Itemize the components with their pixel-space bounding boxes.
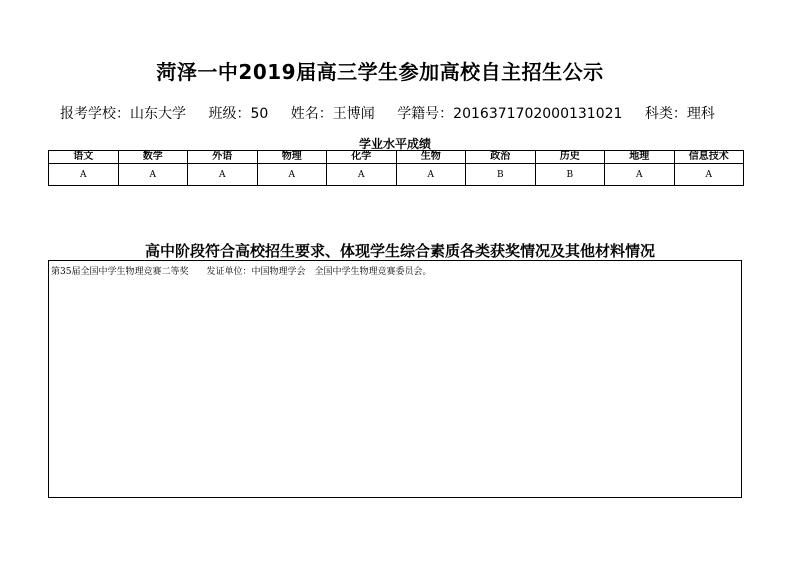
grades-header-row (49, 151, 744, 164)
page-title: 菏泽一中2019届高三学生参加高校自主招生公示 (156, 60, 604, 84)
grades-table (48, 150, 744, 186)
subject-header: 化学 (327, 151, 397, 164)
subject-header: 地理 (605, 151, 675, 164)
subject-header: 外语 (188, 151, 258, 164)
subject-header: 生物 (396, 151, 466, 164)
awards-box (48, 260, 742, 498)
score-cell: A (396, 164, 466, 186)
grades-score-row (49, 164, 744, 186)
score-cell: A (257, 164, 327, 186)
subject-header: 数学 (118, 151, 188, 164)
score-cell: A (188, 164, 258, 186)
grades-heading: 学业水平成绩 (358, 137, 431, 151)
award-name: 第35届全国中学生物理竞赛二等奖 (51, 267, 189, 277)
student-info (60, 103, 715, 123)
school-field: 报考学校：山东大学 (60, 106, 186, 122)
awards-heading: 高中阶段符合高校招生要求、体现学生综合素质各类获奖情况及其他材料情况 (144, 242, 655, 260)
track-field: 科类：理科 (644, 106, 715, 122)
name-field: 姓名：王博闻 (290, 106, 375, 122)
student-id-field: 学籍号：2016371702000131021 (397, 106, 623, 122)
score-cell: A (49, 164, 119, 186)
score-cell: A (605, 164, 675, 186)
award-issuer: 发证单位：中国物理学会 全国中学生物理竞赛委员会。 (206, 267, 432, 277)
subject-header: 历史 (535, 151, 605, 164)
class-field: 班级：50 (208, 106, 269, 122)
score-cell: B (535, 164, 605, 186)
score-cell: A (118, 164, 188, 186)
subject-header: 语文 (49, 151, 119, 164)
subject-header: 物理 (257, 151, 327, 164)
score-cell: A (327, 164, 397, 186)
score-cell: A (674, 164, 744, 186)
subject-header: 政治 (466, 151, 536, 164)
subject-header: 信息技术 (674, 151, 744, 164)
score-cell: B (466, 164, 536, 186)
award-entry (51, 264, 449, 277)
